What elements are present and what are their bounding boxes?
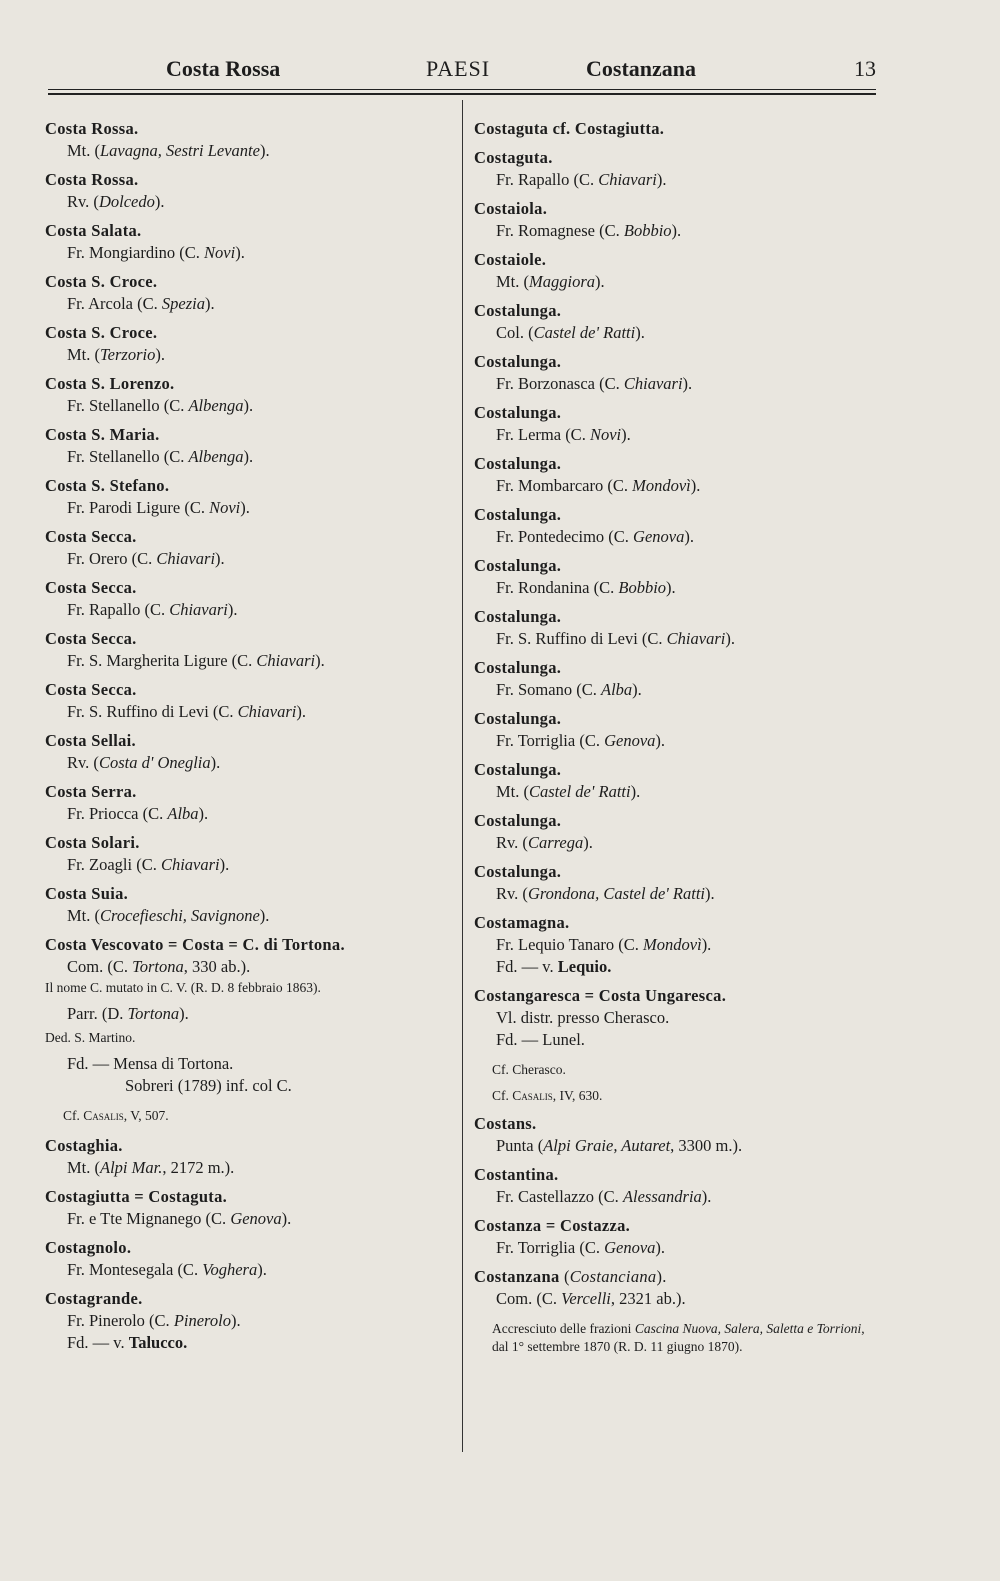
entry-line: Fr. Rapallo (C. Chiavari). [496, 170, 667, 189]
tortona-cf: Cf. Casalis, V, 507. [63, 1108, 169, 1123]
costanzana-entry [474, 1266, 884, 1356]
tortona-dedication: Ded. S. Martino. [45, 1030, 136, 1045]
gazetteer-entry [474, 810, 884, 854]
entry-title: Costa S. Maria. [45, 425, 160, 444]
entry-title: Costalunga. [474, 760, 562, 779]
entry-line: Fr. Zoagli (C. Chiavari). [67, 855, 230, 874]
gazetteer-entry [45, 577, 445, 621]
entry-line: Fr. Lerma (C. Novi). [496, 425, 631, 444]
header-rule-thin [48, 89, 876, 90]
entry-line: Com. (C. Tortona, 330 ab.). [67, 957, 251, 976]
gazetteer-entry [45, 220, 445, 264]
gazetteer-entry [45, 1186, 445, 1230]
gazetteer-entry [474, 657, 884, 701]
header-rule-thick [48, 93, 876, 95]
entry-line: Fr. S. Margherita Ligure (C. Chiavari). [67, 651, 325, 670]
gazetteer-entry [45, 1288, 445, 1354]
entry-title: Costa Secca. [45, 578, 137, 597]
entry-title: Costa Secca. [45, 629, 137, 648]
gazetteer-entry [474, 555, 884, 599]
gazetteer-entry [474, 759, 884, 803]
entry-line: Fr. S. Ruffino di Levi (C. Chiavari). [67, 702, 306, 721]
ungaresca-cf1: Cf. Cherasco. [492, 1062, 566, 1077]
gazetteer-entry [45, 322, 445, 366]
entry-title: Costa Serra. [45, 782, 137, 801]
gazetteer-entry [45, 679, 445, 723]
entry-line: Fr. Borzonasca (C. Chiavari). [496, 374, 693, 393]
entry-line: Mt. (Castel de' Ratti). [496, 782, 641, 801]
entry-title: Costalunga. [474, 505, 562, 524]
entry-line: Fr. Pinerolo (C. Pinerolo). [67, 1311, 241, 1330]
ungaresca-cf2: Cf. Casalis, IV, 630. [492, 1088, 603, 1103]
header-section-title: PAESI [426, 56, 491, 81]
entry-line: Fr. Lequio Tanaro (C. Mondovì). [496, 935, 712, 954]
entry-title: Costa Secca. [45, 527, 137, 546]
entry-title: Costantina. [474, 1165, 559, 1184]
entry-title: Costa Vescovato = Costa = C. di Tortona. [45, 935, 345, 954]
gazetteer-entry [45, 730, 445, 774]
gazetteer-entry [474, 1215, 884, 1259]
entry-title: Costa Sellai. [45, 731, 136, 750]
gazetteer-entry [45, 832, 445, 876]
gazetteer-entry [474, 1113, 884, 1157]
page-header [48, 52, 876, 86]
left-tail-list [45, 1135, 445, 1354]
gazetteer-entry [474, 300, 884, 344]
header-right-guide-word: Costanzana [586, 56, 697, 81]
entry-line: Fr. S. Ruffino di Levi (C. Chiavari). [496, 629, 735, 648]
gazetteer-entry [474, 118, 884, 140]
entry-line: Rv. (Carrega). [496, 833, 593, 852]
entry-title: Costa S. Croce. [45, 323, 158, 342]
entry-line: Fr. Torriglia (C. Genova). [496, 1238, 666, 1257]
entry-title: Costa Salata. [45, 221, 142, 240]
gazetteer-entry [474, 402, 884, 446]
entry-line: Punta (Alpi Graie, Autaret, 3300 m.). [496, 1136, 743, 1155]
gazetteer-entry [45, 169, 445, 213]
entry-line: Rv. (Costa d' Oneglia). [67, 753, 221, 772]
gazetteer-entry [474, 351, 884, 395]
entry-line: Fr. Priocca (C. Alba). [67, 804, 209, 823]
entry-title: Costa Suia. [45, 884, 129, 903]
entry-title: Costanzana (Costanciana). [474, 1267, 667, 1286]
right-column [474, 118, 884, 1363]
tortona-fd: Fd. — Mensa di Tortona. [67, 1054, 234, 1073]
entry-title: Costalunga. [474, 709, 562, 728]
left-entry-list [45, 118, 445, 978]
entry-line: Fr. Pontedecimo (C. Genova). [496, 527, 694, 546]
tortona-parish: Parr. (D. Tortona). [67, 1004, 189, 1023]
entry-line: Fr. Torriglia (C. Genova). [496, 731, 666, 750]
entry-title: Costa Rossa. [45, 170, 139, 189]
entry-line: Fr. Orero (C. Chiavari). [67, 549, 225, 568]
entry-line: Fr. Mongiardino (C. Novi). [67, 243, 245, 262]
entry-title: Costalunga. [474, 403, 562, 422]
entry-title: Costaguta cf. Costagiutta. [474, 119, 665, 138]
entry-line: Fd. — v. Talucco. [67, 1333, 188, 1352]
entry-line: Mt. (Crocefieschi, Savignone). [67, 906, 270, 925]
tortona-details [45, 979, 445, 1125]
entry-title: Costalunga. [474, 556, 562, 575]
page-number: 13 [854, 56, 876, 81]
costanzana-com: Com. (C. Vercelli, 2321 ab.). [496, 1289, 686, 1308]
entry-line: Fr. Somano (C. Alba). [496, 680, 642, 699]
entry-title: Costalunga. [474, 811, 562, 830]
entry-title: Costans. [474, 1114, 537, 1133]
entry-line: Fr. Stellanello (C. Albenga). [67, 447, 254, 466]
entry-title: Costalunga. [474, 658, 562, 677]
gazetteer-entry [474, 453, 884, 497]
entry-title: Costangaresca = Costa Ungaresca. [474, 986, 727, 1005]
entry-line: Fr. Stellanello (C. Albenga). [67, 396, 254, 415]
entry-line: Fr. Rondanina (C. Bobbio). [496, 578, 676, 597]
entry-line: Fr. e Tte Mignanego (C. Genova). [67, 1209, 292, 1228]
ungaresca-fd: Fd. — Lunel. [496, 1030, 585, 1049]
entry-line: Fr. Romagnese (C. Bobbio). [496, 221, 682, 240]
entry-title: Costaiola. [474, 199, 548, 218]
entry-title: Costanza = Costazza. [474, 1216, 631, 1235]
entry-title: Costaghia. [45, 1136, 123, 1155]
gazetteer-entry [45, 1237, 445, 1281]
left-column [45, 118, 445, 1361]
entry-line: Fr. Mombarcaro (C. Mondovì). [496, 476, 701, 495]
gazetteer-entry [474, 147, 884, 191]
right-entry-list [474, 118, 884, 978]
gazetteer-entry [45, 934, 445, 978]
entry-title: Costa S. Croce. [45, 272, 158, 291]
gazetteer-entry [45, 373, 445, 417]
gazetteer-entry [474, 198, 884, 242]
entry-line: Mt. (Terzorio). [67, 345, 165, 364]
entry-line: Mt. (Lavagna, Sestri Levante). [67, 141, 270, 160]
gazetteer-entry [474, 249, 884, 293]
entry-line: Mt. (Maggiora). [496, 272, 605, 291]
entry-title: Costaguta. [474, 148, 553, 167]
entry-title: Costagiutta = Costaguta. [45, 1187, 228, 1206]
column-divider [462, 100, 463, 1452]
gazetteer-entry [474, 1164, 884, 1208]
right-tail-list [474, 1113, 884, 1259]
entry-line: Fr. Castellazzo (C. Alessandria). [496, 1187, 712, 1206]
entry-line: Rv. (Grondona, Castel de' Ratti). [496, 884, 715, 903]
entry-title: Costalunga. [474, 454, 562, 473]
costanzana-note: Accresciuto delle frazioni Cascina Nuova, Salera, Saletta e Torrioni, dal 1° settembre 1870 (R. D. 11 giugno 1870). [492, 1321, 865, 1354]
gazetteer-entry [45, 424, 445, 468]
entry-title: Costa Secca. [45, 680, 137, 699]
header-left-guide-word: Costa Rossa [166, 56, 281, 81]
gazetteer-entry [474, 861, 884, 905]
entry-title: Costalunga. [474, 301, 562, 320]
gazetteer-entry [45, 118, 445, 162]
gazetteer-entry [45, 628, 445, 672]
entry-title: Costamagna. [474, 913, 570, 932]
entry-line: Fr. Arcola (C. Spezia). [67, 294, 215, 313]
gazetteer-entry [45, 271, 445, 315]
entry-title: Costa S. Lorenzo. [45, 374, 175, 393]
entry-title: Costagnolo. [45, 1238, 132, 1257]
tortona-fd-cont: Sobreri (1789) inf. col C. [125, 1076, 292, 1095]
entry-line: Fr. Parodi Ligure (C. Novi). [67, 498, 250, 517]
gazetteer-entry [45, 781, 445, 825]
gazetteer-entry [474, 504, 884, 548]
entry-title: Costalunga. [474, 352, 562, 371]
gazetteer-entry [45, 1135, 445, 1179]
entry-title: Costa S. Stefano. [45, 476, 170, 495]
tortona-note: Il nome C. mutato in C. V. (R. D. 8 febbraio 1863). [45, 980, 321, 995]
ungaresca-entry [474, 985, 884, 1105]
entry-line: Mt. (Alpi Mar., 2172 m.). [67, 1158, 235, 1177]
entry-title: Costa Solari. [45, 833, 140, 852]
entry-line: Rv. (Dolcedo). [67, 192, 165, 211]
gazetteer-entry [474, 606, 884, 650]
entry-line: Fr. Montesegala (C. Voghera). [67, 1260, 267, 1279]
entry-line: Fd. — v. Lequio. [496, 957, 612, 976]
gazetteer-entry [474, 708, 884, 752]
gazetteer-entry [474, 912, 884, 978]
entry-title: Costa Rossa. [45, 119, 139, 138]
gazetteer-entry [45, 475, 445, 519]
entry-title: Costaiole. [474, 250, 547, 269]
entry-title: Costalunga. [474, 607, 562, 626]
entry-line: Fr. Rapallo (C. Chiavari). [67, 600, 238, 619]
entry-line: Col. (Castel de' Ratti). [496, 323, 645, 342]
entry-title: Costalunga. [474, 862, 562, 881]
entry-title: Costagrande. [45, 1289, 143, 1308]
ungaresca-vl: Vl. distr. presso Cherasco. [496, 1008, 670, 1027]
gazetteer-entry [45, 526, 445, 570]
gazetteer-entry [45, 883, 445, 927]
